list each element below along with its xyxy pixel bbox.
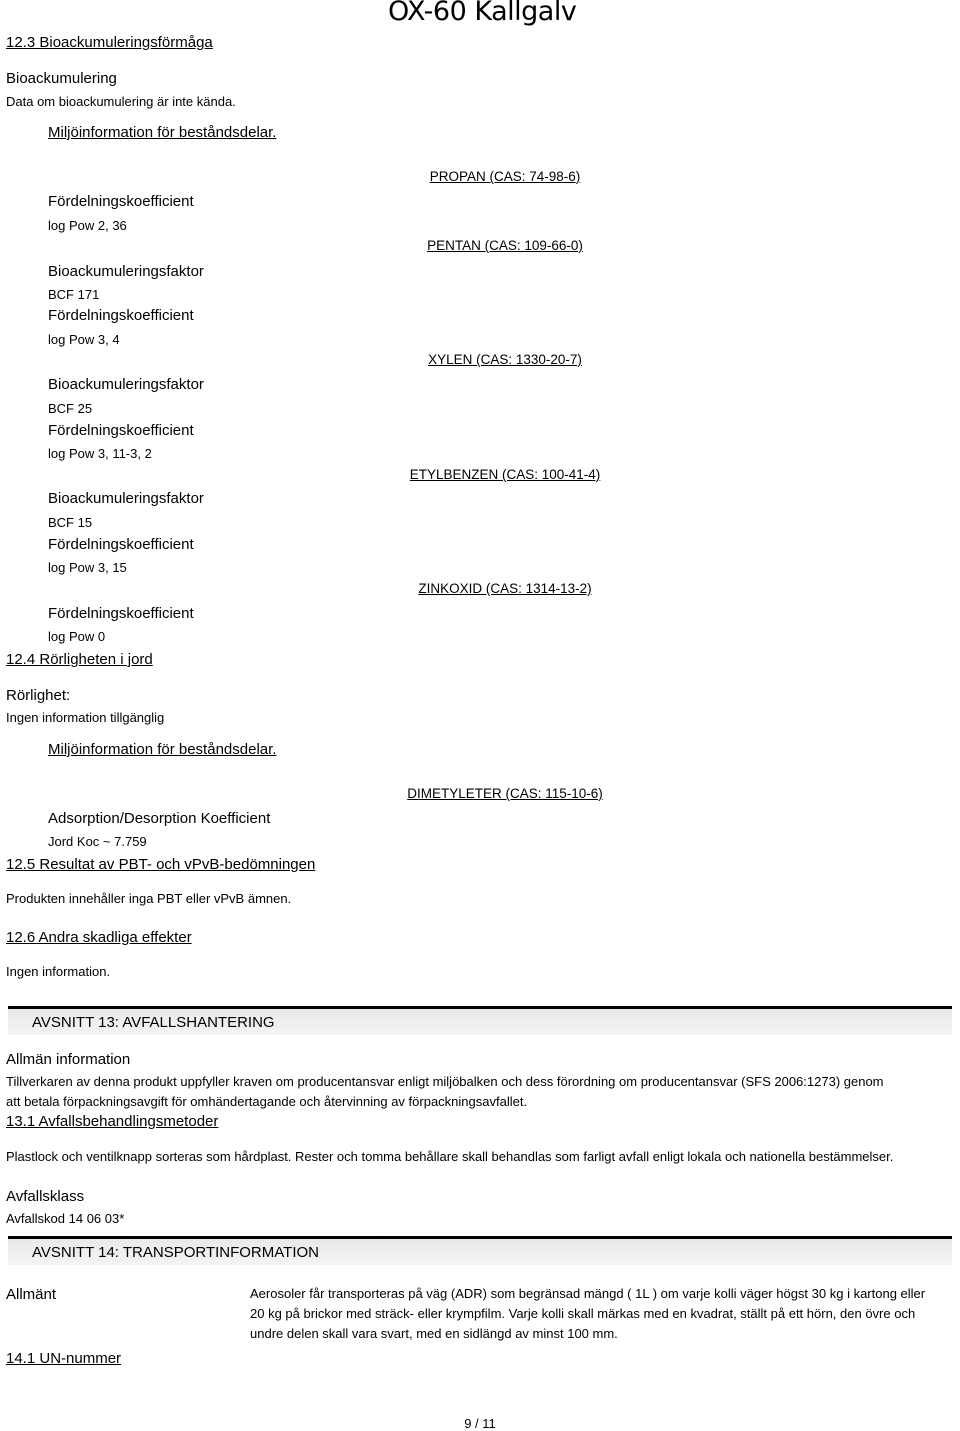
components-info-link: Miljöinformation för beståndsdelar. [48, 741, 277, 758]
entry-value: log Pow 3, 11-3, 2 [48, 446, 152, 461]
entry-label: Fördelningskoefficient [48, 422, 194, 439]
pbt-text: Produkten innehåller inga PBT eller vPvB ämnen. [6, 891, 292, 906]
section-12-4-heading: 12.4 Rörligheten i jord [6, 651, 153, 668]
entry-value: log Pow 0 [48, 629, 106, 644]
section-14-1-heading: 14.1 UN-nummer [6, 1350, 122, 1367]
entry-label: Bioackumuleringsfaktor [48, 263, 204, 280]
component-name: DIMETYLETER (CAS: 115-10-6) [407, 786, 603, 801]
section-12-3-heading: 12.3 Bioackumuleringsförmåga [6, 34, 213, 51]
entry-label: Bioackumuleringsfaktor [48, 490, 204, 507]
entry-value: log Pow 3, 15 [48, 560, 127, 575]
waste-code-text: Avfallskod 14 06 03* [6, 1211, 125, 1226]
entry-label: Fördelningskoefficient [48, 307, 194, 324]
entry-label: Fördelningskoefficient [48, 605, 194, 622]
entry-value: log Pow 2, 36 [48, 218, 127, 233]
entry-label: Bioackumuleringsfaktor [48, 376, 204, 393]
entry-value: BCF 15 [48, 515, 93, 530]
entry-label: Adsorption/Desorption Koefficient [48, 810, 271, 827]
section-12-5-heading: 12.5 Resultat av PBT- och vPvB-bedömningen [6, 856, 316, 873]
section-13-1-heading: 13.1 Avfallsbehandlingsmetoder [6, 1113, 219, 1130]
transport-general-heading: Allmänt [6, 1286, 57, 1303]
general-info-text: Tillverkaren av denna produkt uppfyller kraven om producentansvar enligt miljöbalken och dess förordning om producentansvar (SFS 2006:1273) genom att betala förpackningsavgift för omhändertagande och återvinning av förpackningsavfallet. [6, 1074, 884, 1109]
component-name: PENTAN (CAS: 109-66-0) [427, 238, 583, 253]
component-name: ETYLBENZEN (CAS: 100-41-4) [409, 467, 601, 482]
entry-value: Jord Koc ~ 7.759 [48, 834, 147, 849]
mobility-subheading: Rörlighet: [6, 687, 71, 704]
product-title: OX-60 Kallgalv [388, 0, 577, 27]
components-info-link: Miljöinformation för beståndsdelar. [48, 124, 277, 141]
transport-general-text: Aerosoler får transporteras på väg (ADR) som begränsad mängd ( 1L ) om varje kolli väger högst 30 kg i kartong eller 20 kg på brickor med sträck- eller krympfilm. Varje kolli skall märkas med en kvadrat, ställt på ett hörn, den övre och undre delen skall vara svart, med en sidlängd av minst 100 mm. [250, 1286, 926, 1341]
section-13-title: AVSNITT 13: AVFALLSHANTERING [32, 1014, 275, 1031]
component-name: XYLEN (CAS: 1330-20-7) [428, 352, 582, 367]
treatment-methods-text: Plastlock och ventilknapp sorteras som hårdplast. Rester och tomma behållare skall behandlas som farligt avfall enligt lokala och nationella bestämmelser. [6, 1149, 894, 1164]
bioaccumulation-subheading: Bioackumulering [6, 70, 117, 87]
page-number: 9 / 11 [464, 1416, 496, 1431]
entry-value: BCF 171 [48, 287, 100, 302]
mobility-text: Ingen information tillgänglig [6, 710, 165, 725]
section-14-title: AVSNITT 14: TRANSPORTINFORMATION [32, 1244, 319, 1261]
waste-class-heading: Avfallsklass [6, 1188, 85, 1205]
entry-label: Fördelningskoefficient [48, 536, 194, 553]
general-info-heading: Allmän information [6, 1051, 131, 1068]
component-name: PROPAN (CAS: 74-98-6) [429, 169, 581, 184]
entry-label: Fördelningskoefficient [48, 193, 194, 210]
bioaccumulation-text: Data om bioackumulering är inte kända. [6, 94, 236, 109]
component-name: ZINKOXID (CAS: 1314-13-2) [418, 581, 592, 596]
entry-value: BCF 25 [48, 401, 93, 416]
section-14-bar [8, 1236, 952, 1265]
other-effects-text: Ingen information. [6, 964, 111, 979]
section-12-6-heading: 12.6 Andra skadliga effekter [6, 929, 192, 946]
entry-value: log Pow 3, 4 [48, 332, 120, 347]
section-13-bar [8, 1006, 952, 1035]
